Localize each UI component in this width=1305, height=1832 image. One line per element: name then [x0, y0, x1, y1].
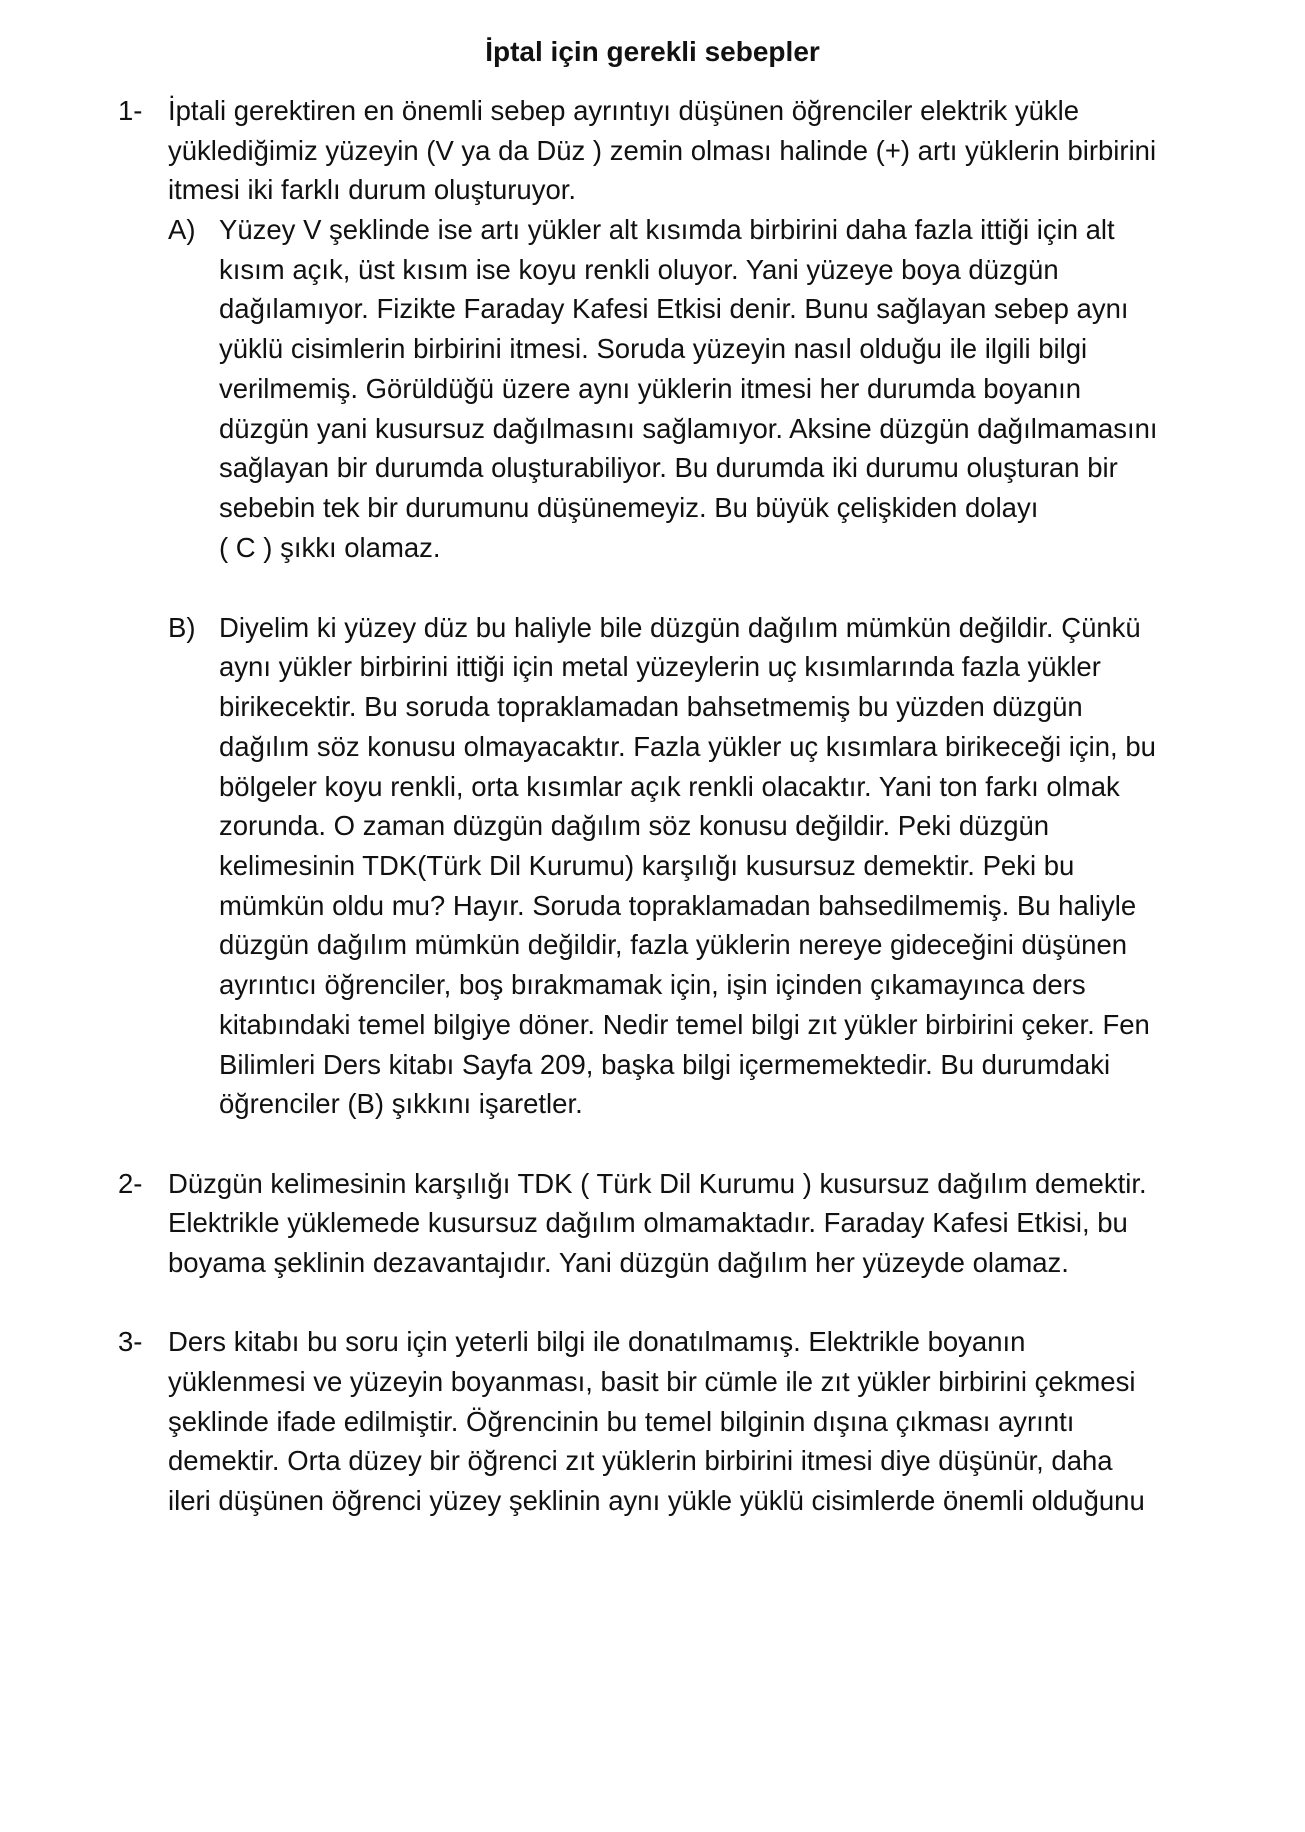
subitem-b-line-4: dağılım söz konusu olmayacaktır. Fazla yükler uç kısımlara birikeceği için, bu	[219, 731, 1156, 762]
item-3-line-3: şeklinde ifade edilmiştir. Öğrencinin bu temel bilginin dışına çıkması ayrıntı	[168, 1406, 1075, 1437]
item-3-line-2: yüklenmesi ve yüzeyin boyanması, basit bir cümle ile zıt yükler birbirini çekmesi	[168, 1366, 1136, 1397]
subitem-a-line-9: ( C ) şıkkı olamaz.	[219, 532, 441, 563]
subitem-a-line-7: sağlayan bir durumda oluşturabiliyor. Bu durumda iki durumu oluşturan bir	[219, 452, 1118, 483]
subitem-b-line-13: öğrenciler (B) şıkkını işaretler.	[219, 1088, 583, 1119]
subitem-a-line-2: kısım açık, üst kısım ise koyu renkli oluyor. Yani yüzeye boya düzgün	[219, 254, 1059, 285]
item-1-line-1: İptali gerektiren en önemli sebep ayrıntıyı düşünen öğrenciler elektrik yükle	[168, 95, 1080, 126]
subitem-a-line-5: verilmemiş. Görüldüğü üzere aynı yüklerin itmesi her durumda boyanın	[219, 373, 1082, 404]
subitem-b-line-2: aynı yükler birbirini ittiği için metal yüzeylerin uç kısımlarında fazla yükler	[219, 651, 1101, 682]
item-1-line-2: yüklediğimiz yüzeyin (V ya da Düz ) zemin olması halinde (+) artı yüklerin birbirini	[168, 135, 1157, 166]
subitem-b-letter: B)	[168, 612, 196, 643]
item-3-line-5: ileri düşünen öğrenci yüzey şeklinin aynı yükle yüklü cisimlerde önemli olduğunu	[168, 1485, 1145, 1516]
subitem-b-line-8: mümkün oldu mu? Hayır. Soruda topraklamadan bahsedilmemiş. Bu haliyle	[219, 890, 1137, 921]
subitem-b-line-3: birikecektir. Bu soruda topraklamadan bahsetmemiş bu yüzden düzgün	[219, 691, 1083, 722]
subitem-b-line-9: düzgün dağılım mümkün değildir, fazla yüklerin nereye gideceğini düşünen	[219, 929, 1128, 960]
item-1-line-3: itmesi iki farklı durum oluşturuyor.	[168, 174, 577, 205]
item-2-line-1: Düzgün kelimesinin karşılığı TDK ( Türk Dil Kurumu ) kusursuz dağılım demektir.	[168, 1168, 1147, 1199]
subitem-b-line-11: kitabındaki temel bilgiye döner. Nedir temel bilgi zıt yükler birbirini çeker. Fen	[219, 1009, 1150, 1040]
item-3-line-4: demektir. Orta düzey bir öğrenci zıt yüklerin birbirini itmesi diye düşünür, daha	[168, 1445, 1113, 1476]
subitem-b-line-1: Diyelim ki yüzey düz bu haliyle bile düzgün dağılım mümkün değildir. Çünkü	[219, 612, 1141, 643]
subitem-a-line-4: yüklü cisimlerin birbirini itmesi. Soruda yüzeyin nasıl olduğu ile ilgili bilgi	[219, 333, 1088, 364]
subitem-a-line-8: sebebin tek bir durumunu düşünemeyiz. Bu büyük çelişkiden dolayı	[219, 492, 1039, 523]
page-title: İptal için gerekli sebepler	[485, 36, 820, 67]
item-2-line-3: boyama şeklinin dezavantajıdır. Yani düzgün dağılım her yüzeyde olamaz.	[168, 1247, 1069, 1278]
subitem-b-line-12: Bilimleri Ders kitabı Sayfa 209, başka bilgi içermemektedir. Bu durumdaki	[219, 1049, 1111, 1080]
subitem-b-line-7: kelimesinin TDK(Türk Dil Kurumu) karşılığı kusursuz demektir. Peki bu	[219, 850, 1075, 881]
item-3-line-1: Ders kitabı bu soru için yeterli bilgi ile donatılmamış. Elektrikle boyanın	[168, 1326, 1026, 1357]
subitem-a-line-1: Yüzey V şeklinde ise artı yükler alt kısımda birbirini daha fazla ittiği için alt	[219, 214, 1115, 245]
item-3-number: 3-	[118, 1326, 143, 1357]
item-2-line-2: Elektrikle yüklemede kusursuz dağılım olmamaktadır. Faraday Kafesi Etkisi, bu	[168, 1207, 1128, 1238]
subitem-b-line-10: ayrıntıcı öğrenciler, boş bırakmamak için, işin içinden çıkamayınca ders	[219, 969, 1086, 1000]
subitem-a-letter: A)	[168, 214, 196, 245]
subitem-b-line-5: bölgeler koyu renkli, orta kısımlar açık renkli olacaktır. Yani ton farkı olmak	[219, 771, 1120, 802]
subitem-a-line-3: dağılamıyor. Fizikte Faraday Kafesi Etkisi denir. Bunu sağlayan sebep aynı	[219, 293, 1129, 324]
item-2-number: 2-	[118, 1168, 143, 1199]
item-1-number: 1-	[118, 95, 143, 126]
subitem-b-line-6: zorunda. O zaman düzgün dağılım söz konusu değildir. Peki düzgün	[219, 810, 1050, 841]
subitem-a-line-6: düzgün yani kusursuz dağılmasını sağlamıyor. Aksine düzgün dağılmamasını	[219, 413, 1158, 444]
